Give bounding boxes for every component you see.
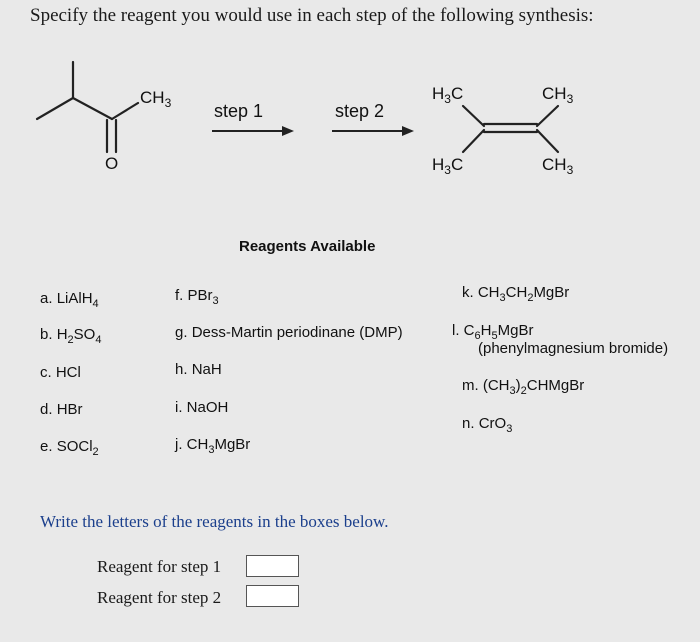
step2-label: step 2: [335, 101, 385, 121]
reagent-g: g. Dess-Martin periodinane (DMP): [175, 324, 403, 341]
step1-answer-box[interactable]: [246, 555, 299, 577]
reagent-m: m. $(CH_3)_2CHMgBr$: [462, 377, 585, 397]
reagent-j: j. $CH_3MgBr$: [175, 436, 251, 456]
step2-arrowhead: [402, 126, 414, 136]
reagent-c: c. HCl: [40, 364, 81, 381]
reactant-methyl-label: $CH_3$: [140, 88, 172, 110]
question-text: Specify the reagent you would use in each step of the following synthesis:: [30, 5, 594, 26]
reagent-e: e. SOCl$_2$: [40, 438, 99, 458]
product-structure: [463, 106, 558, 152]
step1-arrowhead: [282, 126, 294, 136]
reagent-k: k. $CH_3CH_2MgBr$: [462, 284, 570, 304]
reagents-heading: Reagents Available: [239, 238, 376, 255]
step1-label: step 1: [214, 101, 264, 121]
reagent-d: d. HBr: [40, 401, 83, 418]
product-top-left-label: $H_3C$: [432, 84, 464, 106]
step2-answer-label: Reagent for step 2: [97, 588, 222, 607]
reagent-n: n. CrO$_3$: [462, 415, 513, 435]
reagent-b: b. $H_2SO_4$: [40, 326, 102, 346]
instruction-text: Write the letters of the reagents in the boxes below.: [40, 512, 389, 531]
reactant-structure: [37, 62, 138, 152]
step2-answer-box[interactable]: [246, 585, 299, 607]
reagent-h: h. NaH: [175, 361, 222, 378]
product-bottom-left-label: $H_3C$: [432, 155, 464, 177]
reactant-oxygen-label: O: [105, 154, 119, 173]
reagent-l: l. $C_6H_5MgBr$: [452, 322, 534, 342]
reagent-l-note: (phenylmagnesium bromide): [478, 340, 669, 357]
step1-answer-label: Reagent for step 1: [97, 557, 222, 576]
reagent-a: a. LiAlH$_4$: [40, 290, 99, 310]
reagent-f: f. PBr$_3$: [175, 287, 219, 307]
product-bottom-right-label: $CH_3$: [542, 155, 574, 177]
product-top-right-label: $CH_3$: [542, 84, 574, 106]
reagent-i: i. NaOH: [175, 399, 229, 416]
